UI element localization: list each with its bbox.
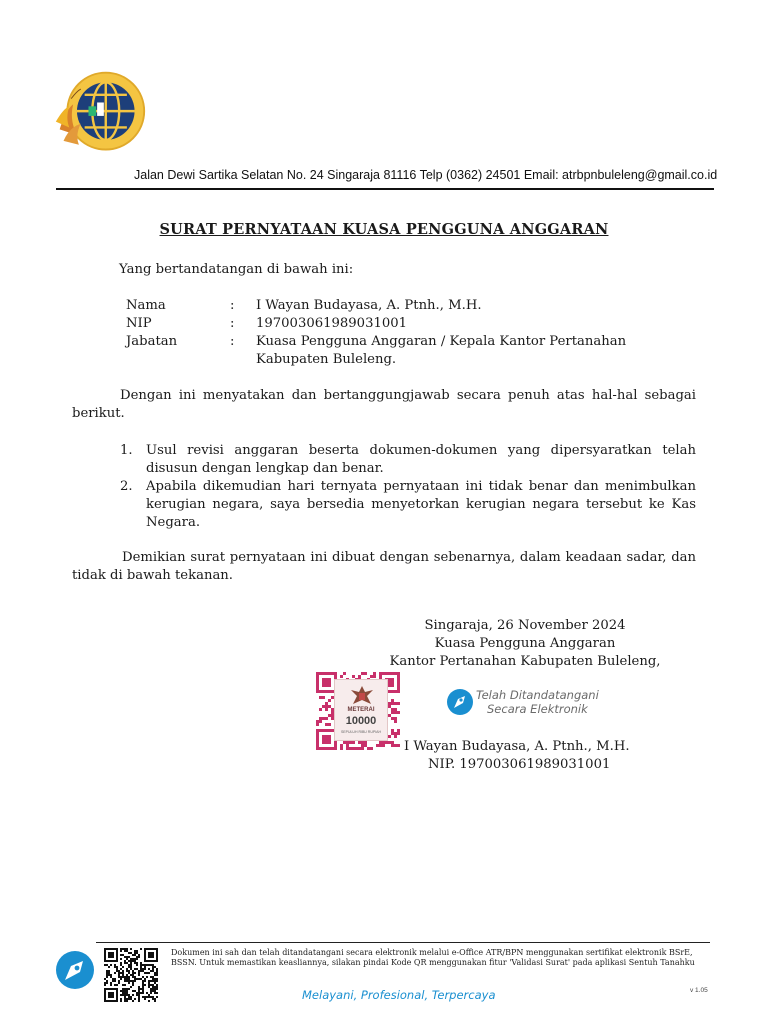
header-divider (56, 188, 714, 190)
garuda-emblem-icon (349, 684, 375, 708)
identity-colon: : (230, 298, 235, 313)
identity-colon: : (230, 316, 235, 331)
list-number: 2. (120, 479, 133, 494)
identity-key: Nama (126, 298, 166, 313)
list-item (120, 442, 696, 478)
identity-row-jabatan (126, 333, 676, 369)
footer-divider (96, 942, 710, 943)
stamp-label: METERAI (347, 707, 375, 713)
statement-list (120, 442, 696, 532)
esign-line-2: Secara Elektronik (487, 702, 588, 716)
footer-motto: Melayani, Profesional, Terpercaya (302, 988, 496, 1002)
signer-name: I Wayan Budayasa, A. Ptnh., M.H. (404, 739, 630, 754)
header-address: Jalan Dewi Sartika Selatan No. 24 Singaraja 81116 Telp (0362) 24501 Email: atrbpnbuleleng@gmail.co.id (134, 168, 718, 182)
identity-key: Jabatan (126, 334, 178, 349)
statement-paragraph: Dengan ini menyatakan dan bertanggungjawab secara penuh atas hal-hal sebagai berikut. (72, 388, 696, 421)
place-date: Singaraja, 26 November 2024 (424, 618, 626, 633)
identity-key: NIP (126, 316, 152, 331)
meterai-stamp (334, 679, 388, 741)
signer-role: Kuasa Pengguna Anggaran (434, 636, 616, 651)
stamp-sub: SEPULUH RIBU RUPIAH (340, 730, 382, 734)
esign-text (476, 688, 599, 716)
list-text: Usul revisi anggaran beserta dokumen-dokumen yang dipersyaratkan telah disusun dengan lengkap dan benar. (146, 443, 696, 476)
footer-version: v 1.05 (690, 987, 708, 994)
closing-paragraph: Demikian surat pernyataan ini dibuat dengan sebenarnya, dalam keadaan sadar, dan tidak di bawah tekanan. (72, 550, 696, 583)
electronic-signature-mark (446, 688, 599, 716)
document-title: SURAT PERNYATAAN KUASA PENGGUNA ANGGARAN (159, 221, 609, 238)
esign-line-1: Telah Ditandatangani (476, 688, 599, 702)
pen-nib-icon (55, 950, 95, 990)
list-text: Apabila dikemudian hari ternyata pernyataan ini tidak benar dan menimbulkan kerugian negara, saya bersedia menyetorkan kerugian negara tersebut ke Kas Negara. (146, 479, 696, 530)
validation-qr-code[interactable] (104, 948, 158, 1002)
identity-row-nama (126, 297, 676, 315)
pen-nib-icon (446, 688, 474, 716)
identity-colon: : (230, 334, 235, 349)
identity-table (126, 297, 676, 369)
list-number: 1. (120, 443, 133, 458)
bpn-logo (52, 66, 148, 162)
identity-row-nip (126, 315, 676, 333)
identity-value: Kuasa Pengguna Anggaran / Kepala Kantor Pertanahan Kabupaten Buleleng. (256, 334, 627, 367)
signature-heading (380, 617, 670, 671)
footer-legal-text: Dokumen ini sah dan telah ditandatangani secara elektronik melalui e-Office ATR/BPN menggunakan sertifikat elektronik BSrE, BSSN. Untuk memastikan keasliannya, silakan pindai Kode QR menggunakan fitur 'Validasi Surat' pada aplikasi Sentuh Tanahku (171, 948, 695, 967)
intro-text: Yang bertandatangan di bawah ini: (119, 262, 354, 277)
signer-office: Kantor Pertanahan Kabupaten Buleleng, (389, 654, 661, 669)
identity-value: I Wayan Budayasa, A. Ptnh., M.H. (256, 298, 482, 313)
identity-value: 197003061989031001 (256, 316, 408, 331)
signer-nip: NIP. 197003061989031001 (428, 757, 611, 772)
stamp-amount: 10000 (345, 715, 377, 727)
list-item (120, 478, 696, 532)
